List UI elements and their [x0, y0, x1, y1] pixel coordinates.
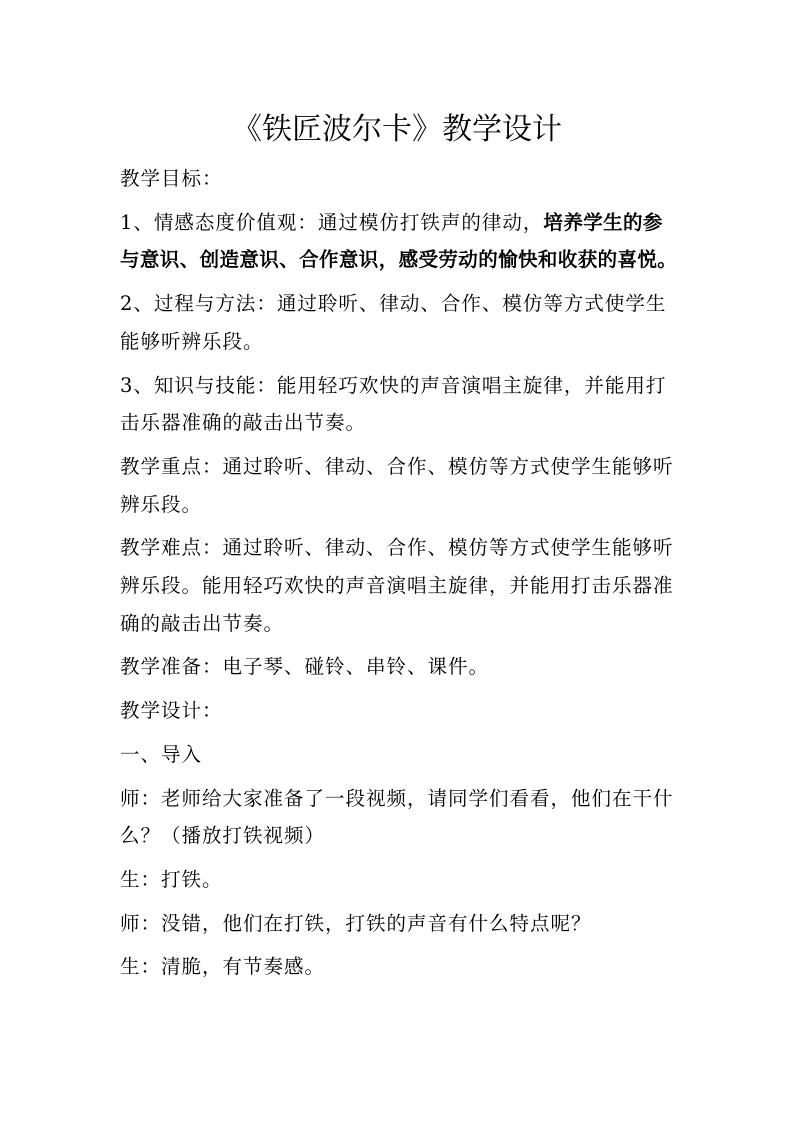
paragraph-design-heading — [120, 692, 680, 730]
paragraph-text: 生：清脆，有节奏感。 — [120, 955, 326, 979]
paragraph-dialogue-student-2 — [120, 948, 680, 986]
paragraph-objectives-heading — [120, 160, 680, 198]
paragraph-dialogue-teacher-2 — [120, 905, 680, 943]
paragraph-dialogue-teacher-1 — [120, 780, 680, 855]
paragraph-bold-text: 培养学生的参与意识、创造意识、合作意识，感受劳动的愉快和收获的喜悦。 — [120, 210, 678, 272]
paragraph-text: 教学难点：通过聆听、律动、合作、模仿等方式使学生能够听辨乐段。能用轻巧欢快的声音演唱主旋律，并能用打击乐器准确的敲击出节奏。 — [120, 536, 674, 635]
paragraph-objective-1 — [120, 204, 680, 279]
paragraph-text: 教学目标： — [120, 167, 223, 190]
paragraph-text: 教学重点：通过聆听、律动、合作、模仿等方式使学生能够听辨乐段。 — [120, 454, 674, 516]
paragraph-text: 2、过程与方法：通过聆听、律动、合作、模仿等方式使学生能够听辨乐段。 — [120, 292, 667, 353]
paragraph-key-points — [120, 448, 680, 523]
document-body — [120, 160, 680, 992]
paragraph-text: 1、情感态度价值观：通过模仿打铁声的律动， — [120, 210, 544, 234]
paragraph-text: 师：没错，他们在打铁，打铁的声音有什么特点呢？ — [120, 911, 592, 935]
paragraph-text: 教学准备：电子琴、碰铃、串铃、课件。 — [120, 655, 490, 679]
paragraph-text: 一、导入 — [120, 742, 203, 766]
paragraph-objective-2 — [120, 285, 680, 360]
paragraph-section-intro — [120, 736, 680, 774]
paragraph-preparation — [120, 648, 680, 686]
paragraph-difficulties — [120, 529, 680, 642]
paragraph-text: 师：老师给大家准备了一段视频，请同学们看看，他们在干什么？（播放打铁视频） — [120, 786, 674, 848]
document-title: 《铁匠波尔卡》教学设计 — [232, 112, 562, 147]
paragraph-objective-3 — [120, 367, 680, 442]
paragraph-text: 3、知识与技能：能用轻巧欢快的声音演唱主旋律，并能用打击乐器准确的敲击出节奏。 — [120, 373, 667, 435]
paragraph-text: 生：打铁。 — [120, 867, 223, 891]
paragraph-dialogue-student-1 — [120, 861, 680, 899]
paragraph-text: 教学设计： — [120, 699, 223, 723]
